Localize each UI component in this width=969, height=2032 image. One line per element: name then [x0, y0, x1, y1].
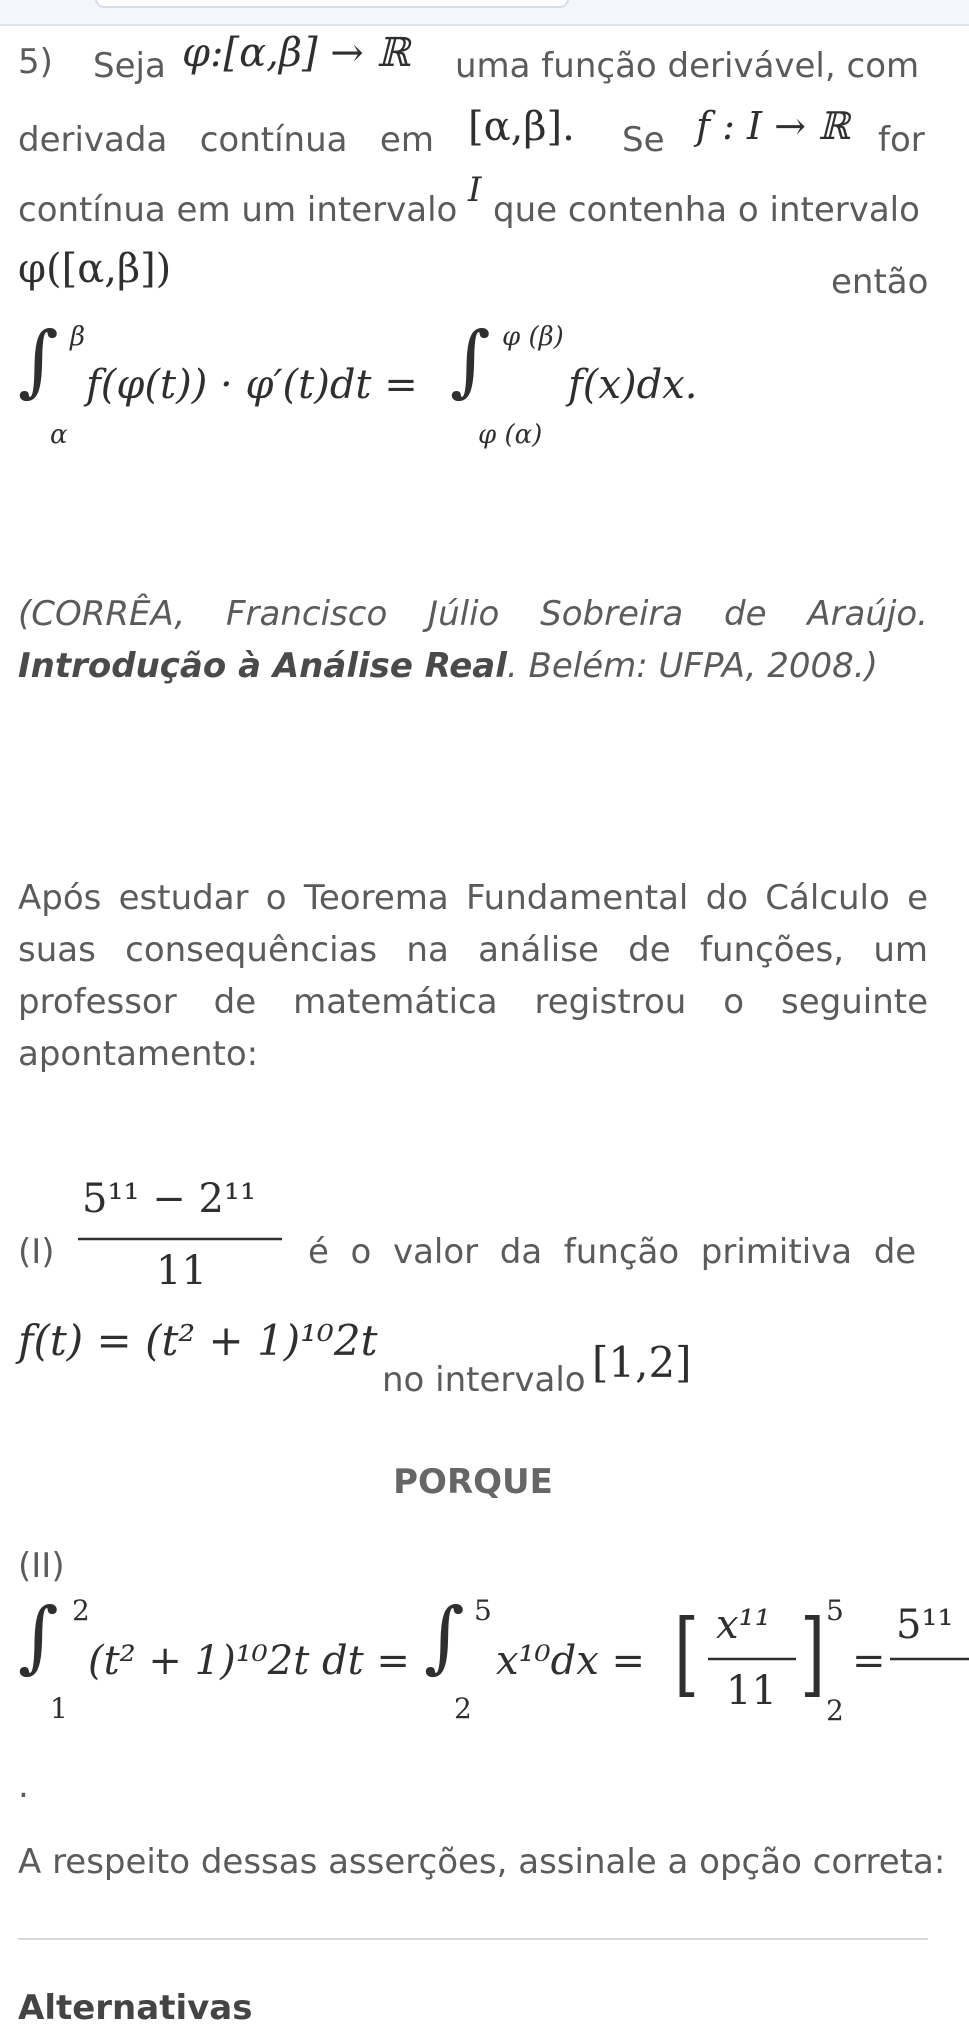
citation-line-1: (CORRÊA, Francisco Júlio Sobreira de Araújo.	[18, 594, 928, 634]
integral-1-lower: 1	[50, 1692, 68, 1725]
bracket-right: ]	[800, 1600, 826, 1707]
integral-sign-1: ∫	[18, 1592, 59, 1682]
integral-sign-lhs: ∫	[18, 316, 59, 406]
intro-text-2: derivada contínua em	[18, 120, 434, 160]
answer-prompt: A respeito dessas asserções, assinale a opção correta:	[18, 1842, 946, 1882]
word-entao: então	[831, 262, 929, 302]
top-bar	[0, 0, 969, 26]
f-map: f : I → ℝ	[696, 104, 850, 148]
lhs-integrand: f(φ(t)) · φ′(t)dt =	[86, 362, 418, 408]
result-numerator: 5¹¹	[896, 1602, 954, 1648]
integral-2-lower: 2	[454, 1692, 472, 1725]
bracket-numerator: x¹¹	[716, 1602, 771, 1648]
bracket-lower: 2	[826, 1694, 844, 1727]
word-for: for	[878, 120, 925, 160]
integral-2-body: x¹⁰dx =	[496, 1638, 646, 1684]
interval-I: I	[468, 170, 482, 210]
assertion-1-fraction-denominator: 11	[156, 1248, 207, 1294]
porque-heading: PORQUE	[393, 1462, 553, 1502]
search-pill	[95, 0, 569, 8]
assertion-1-text: é o valor da função primitiva de	[308, 1232, 917, 1272]
bracket-left: [	[674, 1600, 700, 1707]
trailing-dot: .	[18, 1766, 29, 1806]
integral-2-upper: 5	[474, 1594, 492, 1627]
paragraph-line-3: professor de matemática registrou o seguinte	[18, 982, 928, 1022]
citation-line-2	[18, 640, 928, 692]
context-paragraph	[18, 872, 928, 1080]
paragraph-line-4: apontamento:	[18, 1034, 259, 1074]
phi-interval: φ([α,β])	[18, 246, 172, 292]
citation-title: Introdução à Análise Real	[18, 646, 507, 686]
paragraph-line-2: suas consequências na análise de funções, um	[18, 930, 928, 970]
section-divider	[18, 1938, 928, 1940]
bracket-upper: 5	[826, 1594, 844, 1627]
assertion-1-fraction-numerator: 5¹¹ − 2¹¹	[82, 1176, 256, 1222]
lhs-lower-limit: α	[50, 420, 68, 450]
citation-rest: . Belém: UFPA, 2008.)	[506, 646, 878, 686]
assertion-1-no-intervalo: no intervalo	[382, 1360, 586, 1400]
lhs-upper-limit: β	[70, 322, 86, 352]
intro-text-1: uma função derivável, com	[455, 46, 920, 86]
integral-sign-2: ∫	[424, 1592, 465, 1682]
word-se: Se	[622, 120, 665, 160]
intro-text-3: contínua em um intervalo	[18, 190, 458, 230]
interval-alpha-beta: [α,β].	[468, 104, 575, 150]
phi-map: φ:[α,β] → ℝ	[182, 30, 410, 76]
integral-1-upper: 2	[72, 1594, 90, 1627]
assertion-2-label: (II)	[18, 1546, 65, 1586]
question-number: 5)	[18, 42, 53, 82]
rhs-integrand: f(x)dx.	[568, 362, 698, 408]
result-equals: =	[852, 1638, 886, 1684]
rhs-upper-limit: φ (β)	[502, 322, 564, 352]
result-fraction-bar	[890, 1656, 969, 1662]
integral-1-body: (t² + 1)¹⁰2t dt =	[88, 1638, 410, 1684]
alternatives-heading: Alternativas	[18, 1988, 253, 2028]
bracket-denominator: 11	[726, 1668, 777, 1714]
intro-text-4: que contenha o intervalo	[493, 190, 920, 230]
integral-sign-rhs: ∫	[450, 316, 491, 406]
assertion-1-interval: [1,2]	[592, 1338, 692, 1387]
assertion-1-fraction-bar	[78, 1236, 284, 1242]
bracket-fraction-bar	[708, 1656, 798, 1662]
rhs-lower-limit: φ (α)	[478, 420, 543, 450]
assertion-1-function: f(t) = (t² + 1)¹⁰2t	[18, 1316, 378, 1365]
assertion-1-label: (I)	[18, 1232, 55, 1272]
paragraph-line-1: Após estudar o Teorema Fundamental do Cálculo e	[18, 878, 928, 918]
word-seja: Seja	[93, 46, 166, 86]
citation	[18, 588, 928, 692]
